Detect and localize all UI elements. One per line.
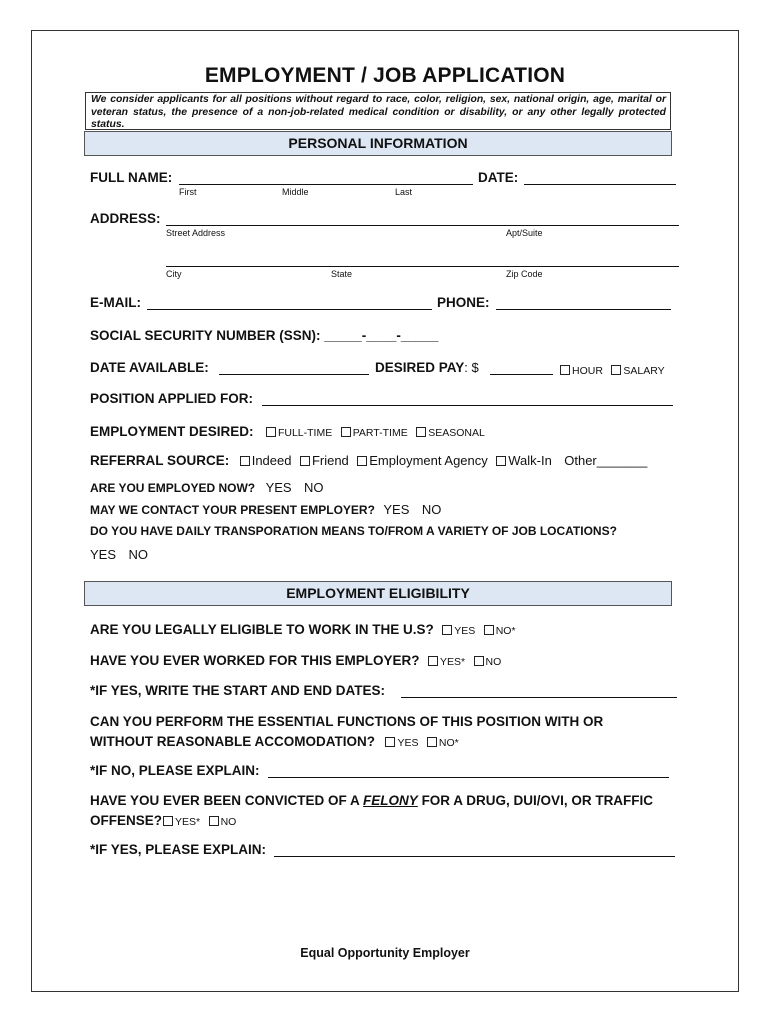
agency-checkbox[interactable] xyxy=(357,456,367,466)
legal-yes-label: YES xyxy=(454,625,476,637)
worked-before-question: HAVE YOU EVER WORKED FOR THIS EMPLOYER? xyxy=(90,653,420,668)
felony-text-b: FOR A DRUG, DUI/OVI, OR TRAFFIC xyxy=(417,793,654,808)
street-caption: Street Address xyxy=(166,228,226,238)
friend-label: Friend xyxy=(311,453,349,468)
worked-before-no-label: NO xyxy=(485,656,502,668)
last-caption: Last xyxy=(395,187,413,197)
date-available-label: DATE AVAILABLE: xyxy=(90,360,209,375)
employed-now-row xyxy=(90,479,324,497)
other-field[interactable]: Other_______ xyxy=(564,453,648,468)
legal-no-label: NO* xyxy=(495,625,516,637)
section-personal-information: PERSONAL INFORMATION xyxy=(84,131,672,156)
contact-employer-row xyxy=(90,501,441,519)
legal-no-checkbox[interactable] xyxy=(484,625,494,635)
felony-no-label: NO xyxy=(220,816,237,828)
desired-pay-label xyxy=(375,360,479,375)
employed-now-question: ARE YOU EMPLOYED NOW? xyxy=(90,481,256,495)
full-name-label: FULL NAME: xyxy=(90,170,173,185)
legal-yes-checkbox[interactable] xyxy=(442,625,452,635)
street-address-field[interactable] xyxy=(166,225,679,226)
date-field[interactable] xyxy=(524,184,676,185)
felony-yes-checkbox[interactable] xyxy=(163,816,173,826)
phone-field[interactable] xyxy=(496,309,671,310)
salary-label: SALARY xyxy=(623,365,665,377)
desired-pay-field[interactable] xyxy=(490,374,553,375)
essential-yes-label: YES xyxy=(397,737,419,749)
essential-yes-checkbox[interactable] xyxy=(385,737,395,747)
contact-employer-no[interactable]: NO xyxy=(421,502,442,517)
position-label: POSITION APPLIED FOR: xyxy=(90,391,254,406)
transport-question: DO YOU HAVE DAILY TRANSPORATION MEANS TO/FROM A VARIETY OF JOB LOCATIONS? xyxy=(90,524,617,538)
full-time-label: FULL-TIME xyxy=(277,427,333,439)
seasonal-label: SEASONAL xyxy=(428,427,485,439)
explain-yes-label: *IF YES, PLEASE EXPLAIN: xyxy=(90,842,267,857)
email-label: E-MAIL: xyxy=(90,295,141,310)
ssn-field[interactable]: SOCIAL SECURITY NUMBER (SSN): _____-____-_____ xyxy=(90,328,439,343)
essential-question-line2: WITHOUT REASONABLE ACCOMODATION? xyxy=(90,734,375,749)
full-name-field[interactable] xyxy=(179,184,473,185)
worked-before-yes-label: YES* xyxy=(439,656,466,668)
contact-employer-yes[interactable]: YES xyxy=(383,502,410,517)
felony-question-line2: OFFENSE? xyxy=(90,813,163,828)
transport-yes[interactable]: YES xyxy=(90,547,117,562)
employment-desired-row xyxy=(90,423,485,441)
eeo-notice: We consider applicants for all positions without regard to race, color, religion, sex, national origin, age, marital or veteran status, the presence of a non-job-related medical condition or disability, or any other legally protected status. xyxy=(85,92,671,130)
phone-label: PHONE: xyxy=(437,295,490,310)
middle-caption: Middle xyxy=(282,187,309,197)
city-state-zip-field[interactable] xyxy=(166,266,679,267)
transport-no[interactable]: NO xyxy=(128,547,148,562)
walkin-label: Walk-In xyxy=(508,453,552,468)
hour-checkbox[interactable] xyxy=(560,365,570,375)
date-available-field[interactable] xyxy=(219,374,369,375)
first-caption: First xyxy=(179,187,197,197)
felony-row xyxy=(90,812,236,830)
hour-label: HOUR xyxy=(572,365,603,377)
pay-type-options xyxy=(556,361,665,379)
legal-row xyxy=(90,621,516,639)
explain-yes-field[interactable] xyxy=(274,856,675,857)
dates-label: *IF YES, WRITE THE START AND END DATES: xyxy=(90,683,386,698)
worked-before-row xyxy=(90,652,501,670)
zip-caption: Zip Code xyxy=(506,269,543,279)
essential-question-line1: CAN YOU PERFORM THE ESSENTIAL FUNCTIONS OF THIS POSITION WITH OR xyxy=(90,714,604,729)
desired-pay-text: DESIRED PAY xyxy=(375,360,465,375)
worked-before-yes-checkbox[interactable] xyxy=(428,656,438,666)
city-caption: City xyxy=(166,269,182,279)
contact-employer-question: MAY WE CONTACT YOUR PRESENT EMPLOYER? xyxy=(90,503,375,517)
salary-checkbox[interactable] xyxy=(611,365,621,375)
section-employment-eligibility: EMPLOYMENT ELIGIBILITY xyxy=(84,581,672,606)
dates-field[interactable] xyxy=(401,697,677,698)
walkin-checkbox[interactable] xyxy=(496,456,506,466)
felony-yes-label: YES* xyxy=(175,816,201,828)
referral-row xyxy=(90,452,647,470)
explain-no-label: *IF NO, PLEASE EXPLAIN: xyxy=(90,763,260,778)
felony-emphasis: FELONY xyxy=(363,793,418,808)
position-field[interactable] xyxy=(262,405,673,406)
agency-label: Employment Agency xyxy=(369,453,488,468)
felony-question-line1 xyxy=(90,793,653,808)
footer-equal-opportunity: Equal Opportunity Employer xyxy=(300,946,470,960)
essential-row xyxy=(90,733,459,751)
employed-now-no[interactable]: NO xyxy=(304,480,324,495)
address-label: ADDRESS: xyxy=(90,211,161,226)
friend-checkbox[interactable] xyxy=(300,456,310,466)
felony-text-a: HAVE YOU EVER BEEN CONVICTED OF A xyxy=(90,793,364,808)
felony-no-checkbox[interactable] xyxy=(209,816,219,826)
date-label: DATE: xyxy=(478,170,519,185)
essential-no-checkbox[interactable] xyxy=(427,737,437,747)
seasonal-checkbox[interactable] xyxy=(416,427,426,437)
employment-desired-label: EMPLOYMENT DESIRED: xyxy=(90,424,254,439)
state-caption: State xyxy=(331,269,353,279)
explain-no-field[interactable] xyxy=(268,777,669,778)
apt-caption: Apt/Suite xyxy=(506,228,543,238)
part-time-checkbox[interactable] xyxy=(341,427,351,437)
part-time-label: PART-TIME xyxy=(352,427,408,439)
transport-answers xyxy=(90,546,148,564)
full-time-checkbox[interactable] xyxy=(266,427,276,437)
worked-before-no-checkbox[interactable] xyxy=(474,656,484,666)
essential-no-label: NO* xyxy=(438,737,459,749)
legal-question: ARE YOU LEGALLY ELIGIBLE TO WORK IN THE U.S? xyxy=(90,622,434,637)
pay-prefix: : $ xyxy=(464,360,479,375)
indeed-label: Indeed xyxy=(251,453,292,468)
page-title: EMPLOYMENT / JOB APPLICATION xyxy=(204,64,566,87)
referral-label: REFERRAL SOURCE: xyxy=(90,453,230,468)
email-field[interactable] xyxy=(147,309,432,310)
indeed-checkbox[interactable] xyxy=(240,456,250,466)
employed-now-yes[interactable]: YES xyxy=(265,480,292,495)
